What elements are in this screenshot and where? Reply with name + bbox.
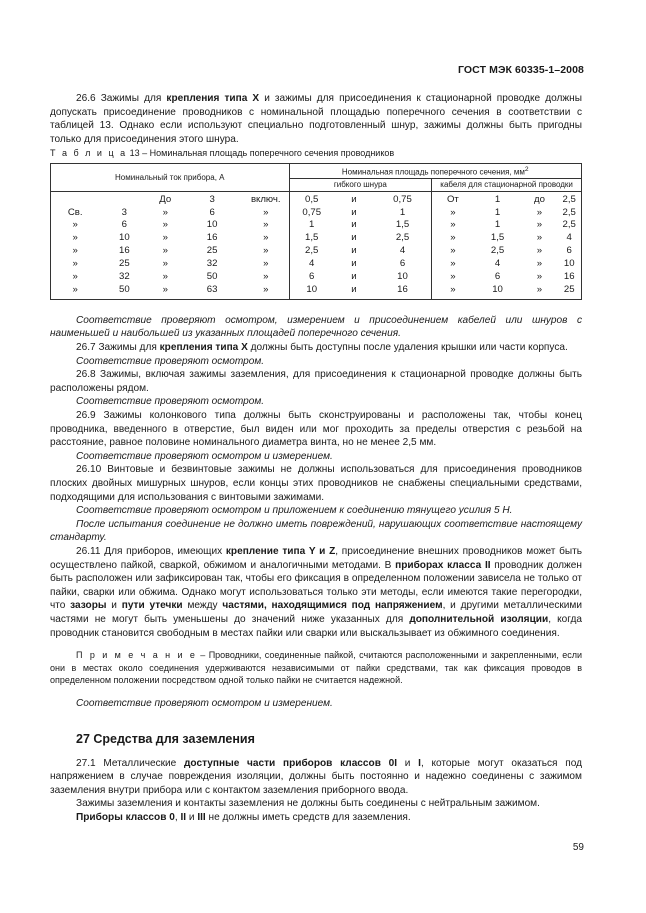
clause-26-9: 26.9 Зажимы колонкового типа должны быть сконструированы и расположены так, чтобы конец проводника, введенного в отверстие, был виден или мог проходить за пределы отверстия с резьбой на расстояние, равное половине номинального диаметра винта, но не менее 2,5 мм. [50, 410, 582, 449]
table-row: » 32 » 50 » 6 и 10 » 6 » 16 [51, 271, 582, 284]
check-cables: Соответствие проверяют осмотром, измерением и присоединением кабелей или шнуров с наименьшей и наибольшей из указанных площадей поперечного сечения. [50, 314, 582, 340]
clause-26-6: 26.6 Зажимы для крепления типа X и зажимы для присоединения к стационарной проводке должны допускать присоединение проводников с номинальной площадью поперечного сечения в соответствии с таблицей 13. Однако если используют специально подготовленный шнур, зажимы должны быть пригодны только для присоединения этого шнура. [50, 93, 582, 145]
page-number: 59 [572, 842, 584, 853]
table-row: » 16 » 25 » 2,5 и 4 » 2,5 » 6 [51, 245, 582, 258]
standard-code-header: ГОСТ МЭК 60335-1–2008 [457, 64, 584, 76]
table-13-caption: Т а б л и ц а 13 – Номинальная площадь поперечного сечения проводников [50, 148, 395, 159]
clause-26-7: 26.7 Зажимы для крепления типа X должны быть доступны после удаления крышки или части корпуса. [76, 342, 568, 354]
section-27-title: 27 Средства для заземления [76, 731, 255, 746]
earthing-neutral-rule: Зажимы заземления и контакты заземления не должны быть соединены с нейтральным зажимом. [76, 798, 540, 810]
table-13 [50, 163, 582, 300]
header-rated-current: Номинальный ток прибора, А [51, 163, 290, 191]
check-measure: Соответствие проверяют осмотром и измерением. [76, 697, 333, 709]
table-row: До 3 включ. 0,5 и 0,75 От 1 до 2,5 [51, 191, 582, 206]
clause-26-11: 26.11 Для приборов, имеющих крепление типа Y и Z, присоединение внешних проводников может быть осуществлено пайкой, сваркой, обжимом и аналогичными методами. В приборах класса II проводник должен быть расположен или зафиксирован так, чтобы его фиксация в определенном положении зависела не только от пайки, сварки или обжима. Однако могут использоваться только эти методы, если имеются такие перегородки, что зазоры и пути утечки между частями, находящимися под напряжением, и другими металлическими частями не могут быть уменьшены до значений ниже указанных для дополнительной изоляции, когда проводник становится свободным в местах пайки или сварки или выскальзывает из обжимного соединения. [50, 545, 582, 639]
header-fixed-wiring-cable: кабеля для стационарной проводки [432, 178, 582, 191]
after-test-requirement: После испытания соединение не должно иметь повреждений, нарушающих соответствие настоящему стандарту. [50, 518, 582, 544]
table-row: » 25 » 32 » 4 и 6 » 4 » 10 [51, 258, 582, 271]
table-row: » 6 » 10 » 1 и 1,5 » 1 » 2,5 [51, 219, 582, 232]
table-row: Св. 3 » 6 » 0,75 и 1 » 1 » 2,5 [51, 207, 582, 220]
header-cross-section: Номинальная площадь поперечного сечения, $мм^2$ [289, 163, 582, 178]
check-pull-force: Соответствие проверяют осмотром и приложением к соединению тянущего усилия 5 Н. [76, 505, 513, 517]
clause-26-8: 26.8 Зажимы, включая зажимы заземления, для присоединения к стационарной проводке должны быть расположены рядом. [50, 369, 582, 394]
clause-27-1: 27.1 Металлические доступные части приборов классов 0I и I, которые могут оказаться под напряжением в случае повреждения изоляции, должны быть постоянно и надежно соединены с зажимом заземления внутри прибора или с контактом заземления приборного ввода. [50, 757, 582, 796]
note-soldered-conductors: П р и м е ч а н и е – Проводники, соединенные пайкой, считаются расположенными и закрепленными, если они в местах около соединения удерживаются независимыми от пайки средствами, так как фиксация проводов в определенном положении посредством одной только пайки не считается надежной. [50, 650, 582, 686]
check-visual: Соответствие проверяют осмотром. [76, 396, 265, 408]
classes-no-earthing: Приборы классов 0, II и III не должны иметь средств для заземления. [76, 811, 411, 823]
check-visual: Соответствие проверяют осмотром. [76, 355, 265, 367]
check-measure: Соответствие проверяют осмотром и измерением. [76, 450, 333, 462]
header-flexible-cord: гибкого шнура [289, 178, 432, 191]
table-row: » 50 » 63 » 10 и 16 » 10 » 25 [51, 284, 582, 299]
page-body [50, 92, 582, 824]
clause-26-10: 26.10 Винтовые и безвинтовые зажимы не должны использоваться для присоединения проводников плоских двойных мишурных шнуров, если концы этих проводников не снабжены специальными средствами, подходящими для использования с винтовыми зажимами. [50, 464, 582, 503]
table-row: » 10 » 16 » 1,5 и 2,5 » 1,5 » 4 [51, 232, 582, 245]
